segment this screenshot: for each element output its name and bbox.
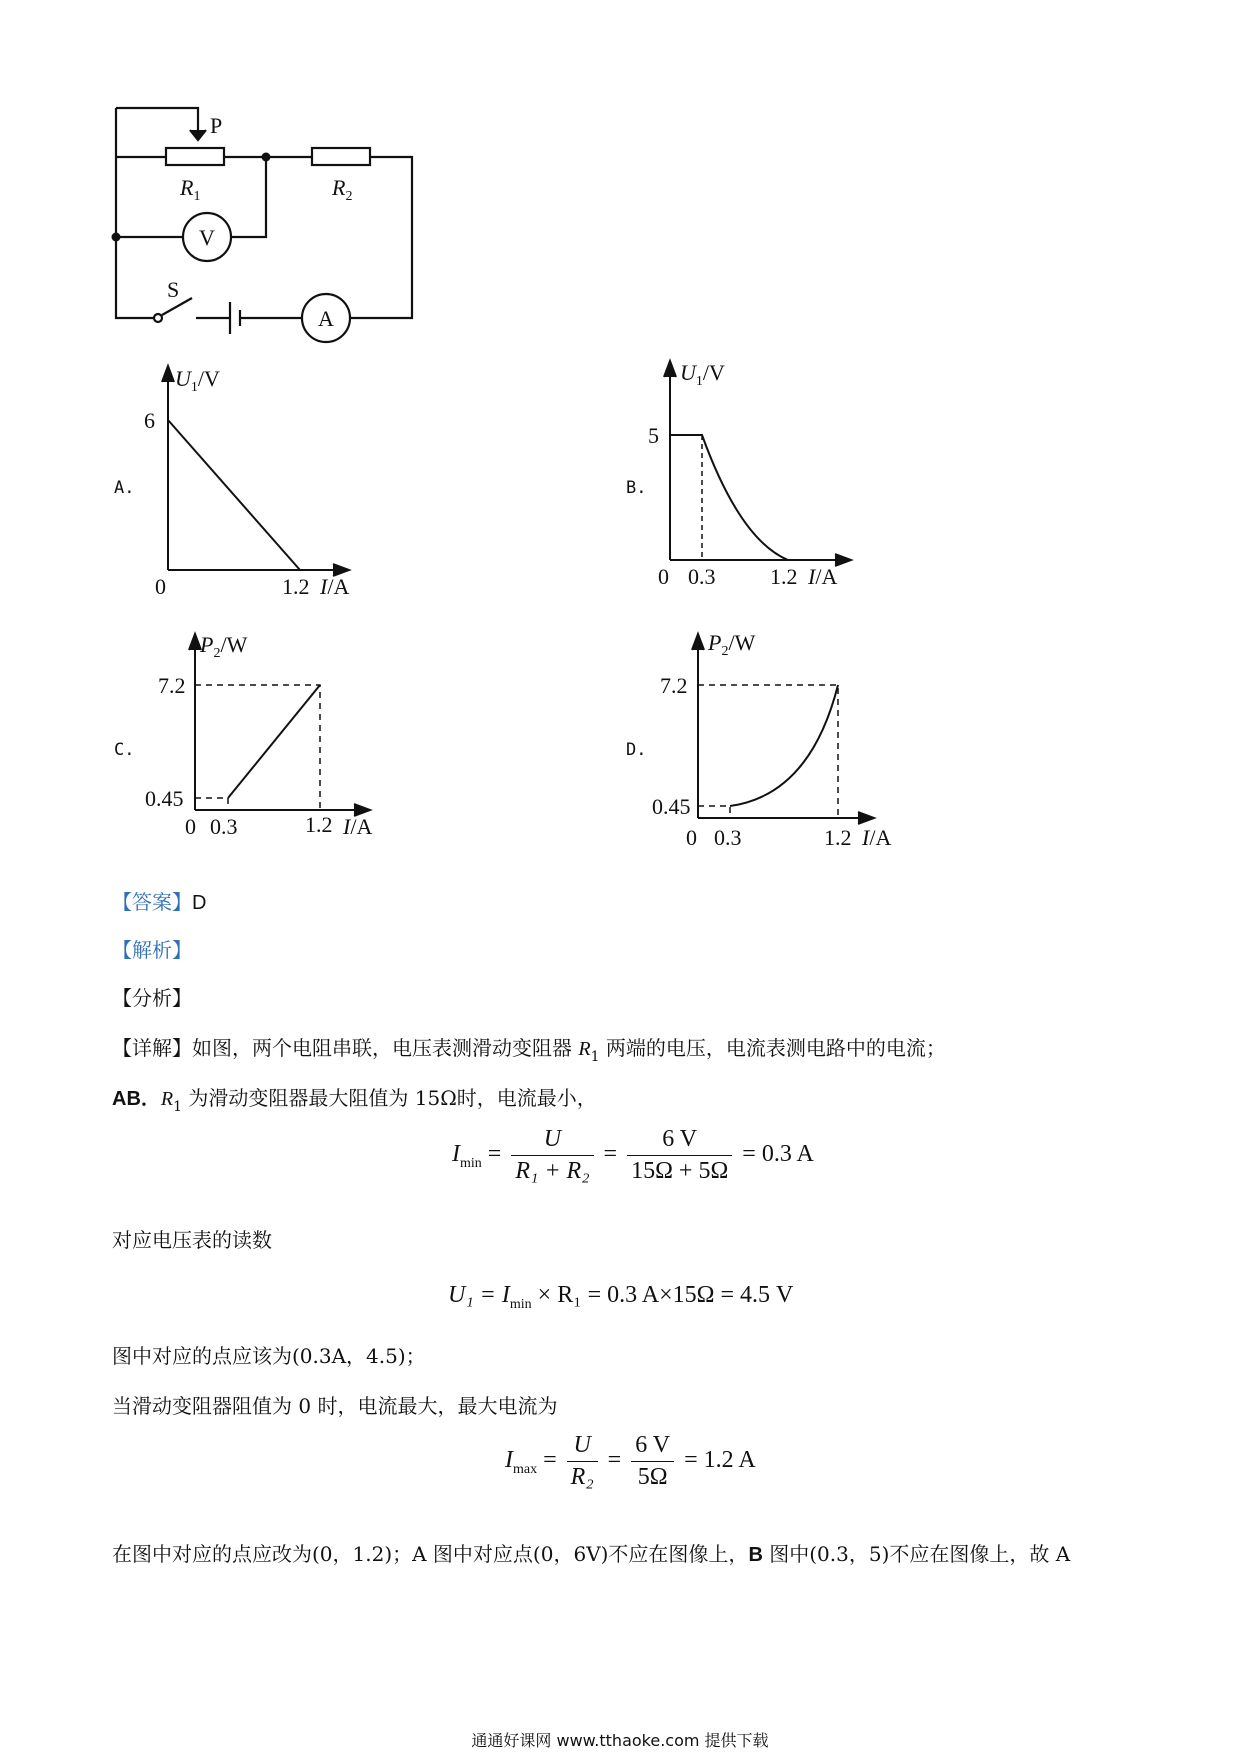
x-tick-mid: 0.3 [210, 814, 238, 839]
x-tick-end: 1.2 [770, 564, 798, 589]
option-c-letter: C. [114, 740, 135, 760]
y-tick-low: 0.45 [145, 786, 184, 811]
ammeter-label: A [318, 306, 334, 331]
x-tick-mid: 0.3 [714, 825, 742, 850]
detail-tag: 【详解】 [112, 1036, 192, 1060]
series-line [730, 685, 838, 806]
fenxi-tag: 【分析】 [112, 986, 192, 1010]
origin-tick: 0 [185, 814, 196, 839]
series-line [228, 685, 320, 798]
point-line: 图中对应的点应该为(0.3A，4.5)； [112, 1344, 426, 1368]
answer-tag: 【答案】 [112, 890, 192, 914]
y-axis-label: $U_1/V$ [175, 366, 220, 395]
y-tick-top: 7.2 [158, 673, 186, 698]
x-tick-end: 1.2 [305, 812, 333, 837]
y-axis-label: $U_1/V$ [680, 360, 725, 389]
x-tick-mid: 0.3 [688, 564, 716, 589]
x-tick-end: 1.2 [282, 574, 310, 599]
detail-line: 【详解】如图，两个电阻串联，电压表测滑动变阻器 $R_1$ 两端的电压，电流表测电路中的电流； [112, 1036, 946, 1065]
origin-tick: 0 [686, 825, 697, 850]
option-d-letter: D. [626, 740, 647, 760]
zero-resistance-line: 当滑动变阻器阻值为 0 时，电流最大，最大电流为 [112, 1394, 558, 1418]
series-line [168, 420, 300, 570]
formula-i-max: $I_{max}$ = $\frac{U}{\text{R₂}}$ = $\frac{6 V}{5\Omega}$ = 1.2 A [505, 1432, 756, 1490]
conclusion-line: 在图中对应的点应改为(0，1.2)；A 图中对应点(0，6V)不应在图像上，B 图中(0.3，5)不应在图像上，故 A [112, 1542, 1071, 1566]
y-tick-top: 5 [648, 423, 659, 448]
y-tick-top: 6 [144, 408, 155, 433]
y-axis-label: $P_2/W$ [708, 630, 756, 659]
slider-label: P [210, 113, 223, 138]
formula-u1: $U_1 = I_{min} \times R_1 = 0.3$ A×15Ω = 4.5 V [448, 1282, 794, 1312]
analysis-tag: 【解析】 [112, 938, 192, 962]
x-axis-label: I/A [343, 814, 373, 839]
graph-a [130, 360, 390, 600]
ab-line: AB．$R_1$ 为滑动变阻器最大阻值为 15Ω时，电流最小， [112, 1086, 597, 1115]
option-a-letter: A. [114, 478, 135, 498]
circuit-diagram [0, 0, 1240, 360]
answer-value: D [192, 892, 207, 914]
formula-i-min: $I_{min}$ = $\frac{U}{\text{R₁ + R₂}}$ = $\frac{6 V}{15\Omega + 5\Omega}$ = 0.3 A [452, 1126, 814, 1184]
option-b-letter: B. [626, 478, 647, 498]
origin-tick: 0 [658, 564, 669, 589]
y-axis-label: $P_2/W$ [200, 632, 248, 661]
graph-b [640, 355, 900, 595]
x-axis-label: I/A [862, 825, 892, 850]
page-footer: 通通好课网 www.tthaoke.com 提供下载 [471, 1731, 769, 1750]
y-tick-low: 0.45 [652, 794, 691, 819]
r1-label: $R_1$ [180, 175, 201, 204]
x-axis-label: I/A [320, 574, 350, 599]
r2-label: $R_2$ [332, 175, 353, 204]
graph-c [140, 620, 420, 860]
series-line [670, 435, 788, 560]
x-axis-label: I/A [808, 564, 838, 589]
voltmeter-reading-line: 对应电压表的读数 [112, 1228, 272, 1252]
switch-label: S [167, 277, 180, 302]
y-tick-top: 7.2 [660, 673, 688, 698]
voltmeter-label: V [199, 225, 215, 250]
origin-tick: 0 [155, 574, 166, 599]
x-tick-end: 1.2 [824, 825, 852, 850]
graph-d [650, 620, 910, 860]
answer-line [112, 886, 206, 915]
